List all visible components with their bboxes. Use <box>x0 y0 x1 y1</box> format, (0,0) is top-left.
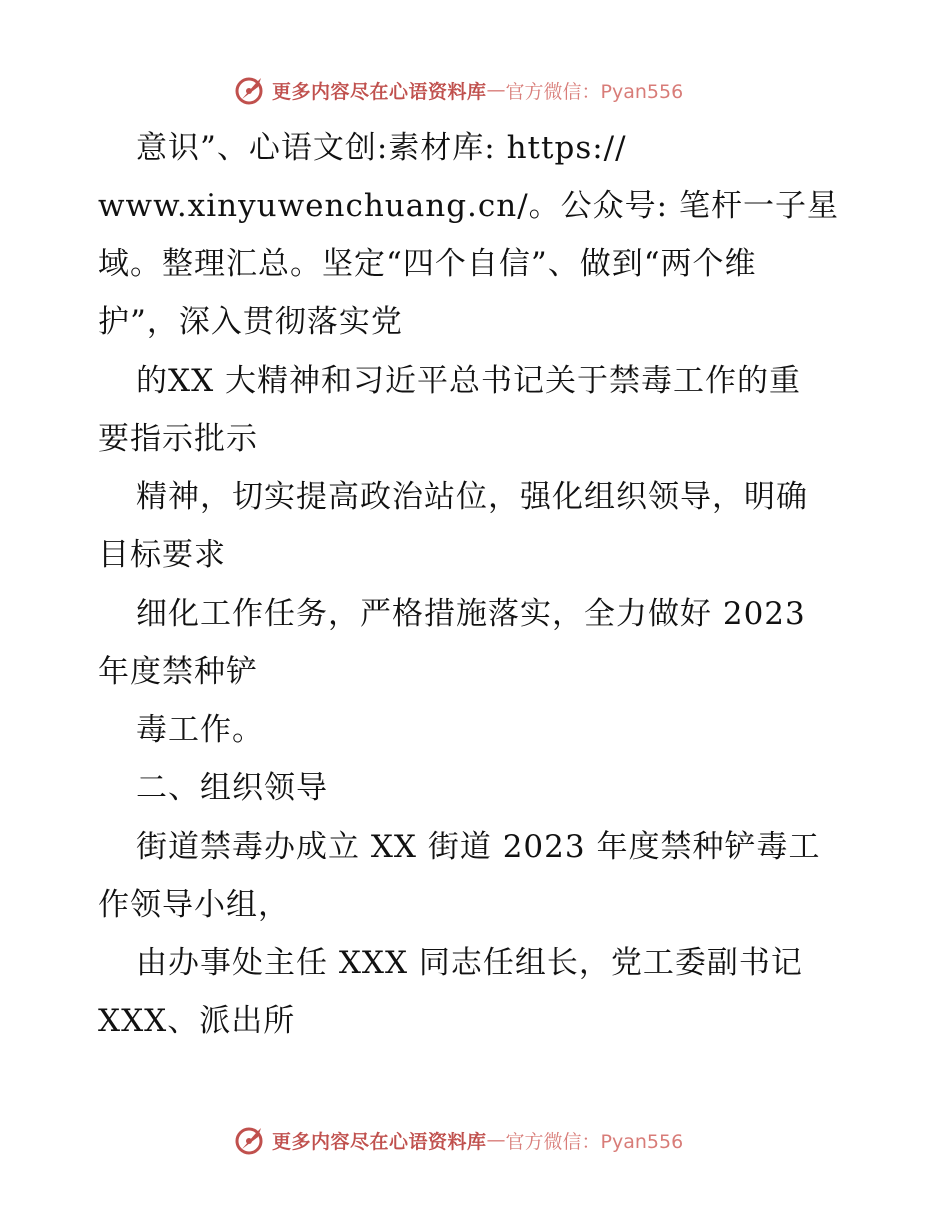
footer-banner <box>234 1120 714 1160</box>
text-line: 要指示批示 <box>98 421 258 457</box>
banner-dash: — <box>486 79 506 101</box>
text-line: 精神，切实提高政治站位，强化组织领导，明确 <box>136 479 808 515</box>
banner-sub-text: 官方微信：Pyan556 <box>505 1130 684 1153</box>
text-line: 毒工作。 <box>136 712 264 748</box>
text-line: 的XX 大精神和习近平总书记关于禁毒工作的重 <box>136 363 801 399</box>
text-line: 意识”、心语文创:素材库: https:// <box>136 130 627 166</box>
text-line: 由办事处主任 XXX 同志任组长，党工委副书记 <box>136 945 803 981</box>
brush-logo-icon <box>234 73 268 107</box>
text-line: 街道禁毒办成立 XX 街道 2023 年度禁种铲毒工 <box>136 829 821 865</box>
text-line: 域。整理汇总。坚定“四个自信”、做到“两个维 <box>98 246 757 282</box>
header-banner <box>234 70 714 110</box>
text-line: 年度禁种铲 <box>98 654 258 690</box>
banner-main-text: 更多内容尽在心语资料库 <box>272 1130 487 1153</box>
banner-sub-text: 官方微信：Pyan556 <box>505 80 684 103</box>
text-line: 作领导小组， <box>98 887 290 923</box>
section-heading: 二、组织领导 <box>136 770 328 806</box>
text-line: 目标要求 <box>98 537 226 573</box>
banner-dash: — <box>486 1129 506 1151</box>
text-line: www.xinyuwenchuang.cn/。公众号: 笔杆一子星 <box>98 188 839 224</box>
text-line: 护”，深入贯彻落实党 <box>98 304 403 340</box>
text-line: XXX、派出所 <box>98 1003 296 1039</box>
brush-logo-icon <box>234 1123 268 1157</box>
text-line: 细化工作任务，严格措施落实，全力做好 2023 <box>136 596 806 632</box>
banner-main-text: 更多内容尽在心语资料库 <box>272 80 487 103</box>
